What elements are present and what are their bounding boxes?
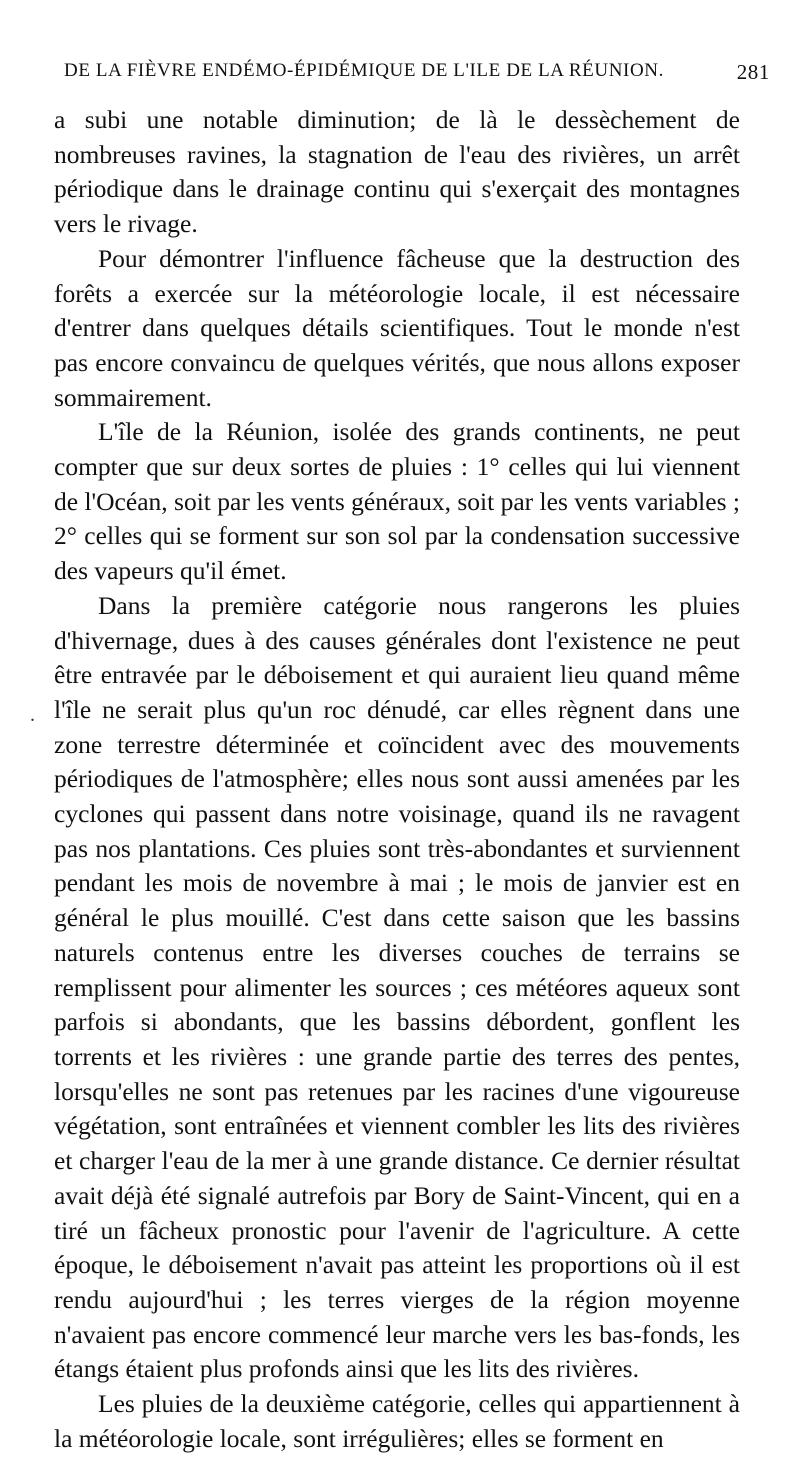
paragraph-3: L'île de la Réunion, isolée des grands continents, ne peut compter que sur deux sortes de pluies : 1° celles qui lui viennent de l'Océan, soit par les vents généraux, soit par les vents variables ; 2° celles qui se forment sur son sol par la condensation successive des vapeurs qu'il émet. [54, 417, 740, 586]
paragraph-2: Pour démontrer l'influence fâcheuse que la destruction des forêts a exercée sur la météorologie locale, il est nécessaire d'entrer dans quelques détails scientifiques. Tout le monde n'est pas encore convaincu de quelques vérités, que nous allons exposer sommairement. [54, 243, 740, 412]
paragraph-5: Les pluies de la deuxième catégorie, celles qui appartiennent à la météorologie locale, sont irrégulières; elles se forment en [54, 1389, 740, 1453]
running-header [64, 60, 770, 96]
paragraph-4: Dans la première catégorie nous rangerons les pluies d'hivernage, dues à des causes générales dont l'existence ne peut être entravée par le déboisement et qui auraient lieu quand même l'île ne serait plus qu'un roc dénudé, car elles règnent dans une zone terrestre déterminée et coïncident avec des mouvements périodiques de l'atmosphère; elles nous sont aussi amenées par les cyclones qui passent dans notre voisinage, quand ils ne ravagent pas nos plantations. Ces pluies sont très-abondantes et surviennent pendant les mois de novembre à mai ; le mois de janvier est en général le plus mouillé. C'est dans cette saison que les bassins naturels contenus entre les diverses couches de terrains se remplissent pour alimenter les sources ; ces météores aqueux sont parfois si abondants, que les bassins débordent, gonflent les torrents et les rivières : une grande partie des terres des pentes, lorsqu'elles ne sont pas retenues par les racines d'une vigoureuse végétation, sont entraînées et viennent combler les lits des rivières et charger l'eau de la mer à une grande distance. Ce dernier résultat avait déjà été signalé autrefois par Bory de Saint-Vincent, qui en a tiré un fâcheux pronostic pour l'avenir de l'agriculture. A cette époque, le déboisement n'avait pas atteint les proportions où il est rendu aujourd'hui ; les terres vierges de la région moyenne n'avaient pas encore commencé leur marche vers les bas-fonds, les étangs étaient plus profonds ainsi que les lits des rivières. [54, 590, 740, 1384]
running-title: DE LA FIÈVRE ENDÉMO-ÉPIDÉMIQUE DE L'ILE DE LA RÉUNION. [64, 60, 664, 81]
body-text [54, 103, 740, 1456]
paragraph-1: a subi une notable diminution; de là le dessèchement de nombreuses ravines, la stagnation de l'eau des rivières, un arrêt périodique dans le drainage continu qui s'exerçait des montagnes vers le rivage. [54, 105, 740, 239]
margin-mark: . [30, 704, 35, 726]
page-number: 281 [736, 60, 770, 84]
